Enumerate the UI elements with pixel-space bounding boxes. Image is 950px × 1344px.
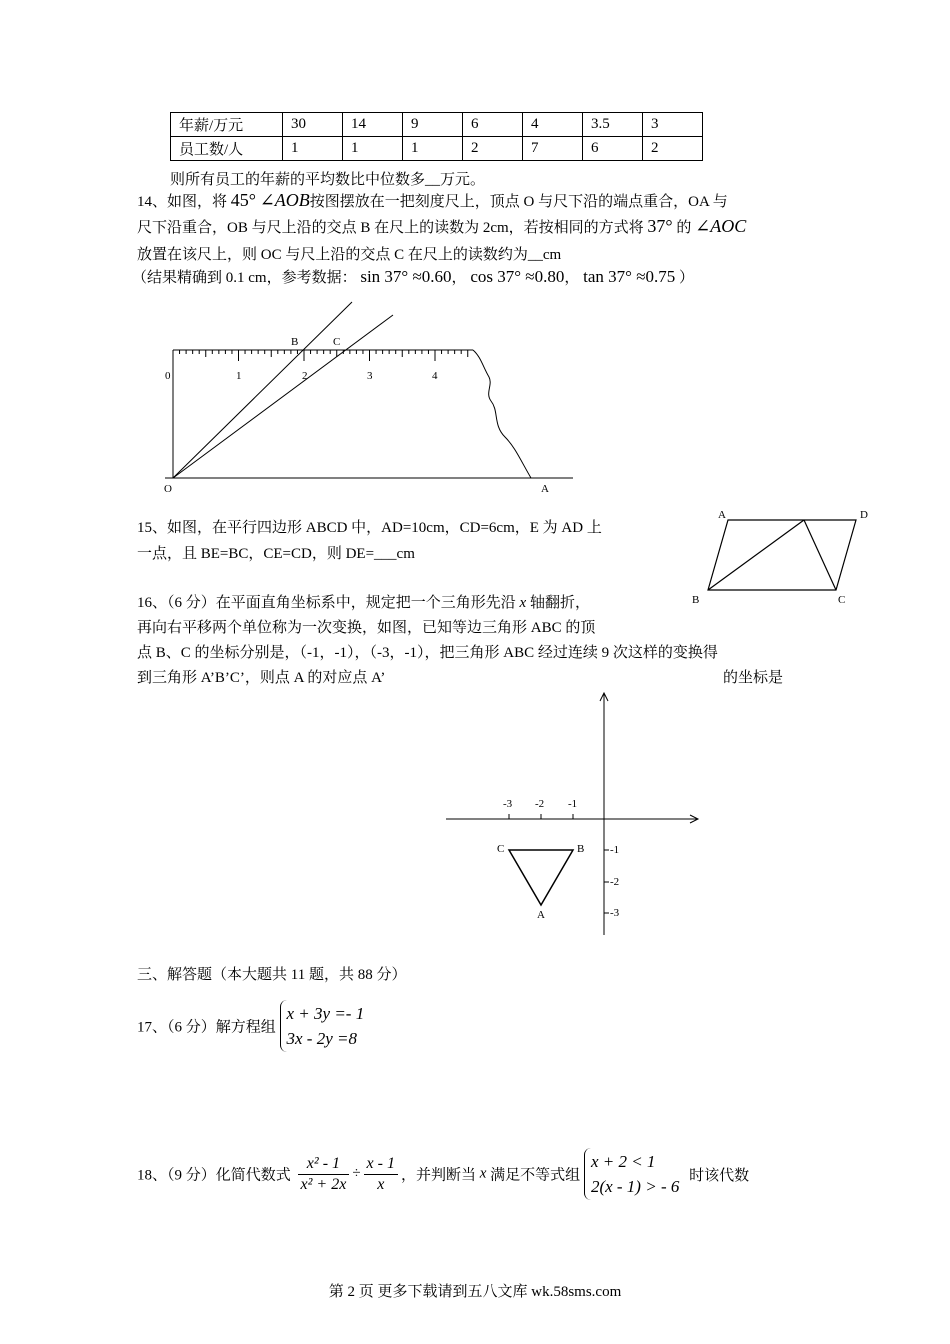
q13-tail: 则所有员工的年薪的平均数比中位数多__万元。	[170, 172, 486, 188]
label-b: B	[577, 843, 585, 855]
table-cell: 年薪/万元	[171, 113, 283, 137]
q15-line1: 15、如图，在平行四边形 ABCD 中，AD=10cm，CD=6cm，E 为 AD 上	[137, 520, 602, 536]
table-cell: 3	[643, 113, 703, 137]
y-tick-label: -1	[610, 844, 620, 856]
fraction-2: $\frac{x - 1}{x}$	[364, 1155, 398, 1194]
ruler-ticks	[173, 350, 468, 361]
coordinate-figure	[440, 685, 710, 940]
tick-label-3: 3	[367, 370, 373, 382]
label-a: A	[541, 483, 549, 495]
q16-line4b: 的坐标是	[723, 670, 784, 686]
table-cell: 14	[343, 113, 403, 137]
q14-line1: 14、如图，将 45° ∠AOB按图摆放在一把刻度尺上，顶点 O 与尺下沿的端点重合，OA 与	[137, 190, 728, 210]
tick-label-2: 2	[302, 370, 308, 382]
segment-be	[708, 520, 804, 590]
table-cell: 员工数/人	[171, 137, 283, 161]
fraction-1: $\frac{\text{x² - 1}}{\text{x² + 2x}}$	[298, 1155, 350, 1194]
table-row	[171, 113, 703, 137]
equation-system: x + 3y =- 1 3x - 2y =8	[280, 1000, 365, 1052]
parallelogram-abcd	[708, 520, 856, 590]
triangle-abc	[509, 850, 573, 905]
table-cell: 4	[523, 113, 583, 137]
q16-line2: 再向右平移两个单位称为一次变换，如图，已知等边三角形 ABC 的顶	[137, 620, 596, 636]
q14-line4: （结果精确到 0.1 cm，参考数据： sin 37° ≈0.60， cos 37° ≈0.80， tan 37° ≈0.75 ）	[132, 267, 695, 286]
ray-ob	[173, 302, 352, 478]
table-cell: 1	[283, 137, 343, 161]
label-c: C	[838, 594, 846, 605]
q17: 17、（6 分）解方程组 x + 3y =- 1 3x - 2y =8	[137, 1000, 364, 1052]
y-tick-label: -2	[610, 876, 620, 888]
ruler-torn-edge	[473, 350, 531, 478]
label-c: C	[333, 336, 341, 348]
label-b: B	[291, 336, 299, 348]
q16-line1: 16、（6 分）在平面直角坐标系中，规定把一个三角形先沿 x 轴翻折，	[137, 595, 590, 611]
section-heading: 三、解答题（本大题共 11 题，共 88 分）	[137, 967, 407, 983]
q15-line2: 一点，且 BE=BC，CE=CD，则 DE=___cm	[137, 546, 415, 562]
table-row	[171, 137, 703, 161]
x-tick-label: -2	[535, 798, 545, 810]
ruler-figure	[155, 295, 595, 500]
x-tick-label: -3	[503, 798, 513, 810]
table-cell: 9	[403, 113, 463, 137]
q14-line2: 尺下沿重合，OB 与尺上沿的交点 B 在尺上的读数为 2cm，若按相同的方式将 37° 的 ∠AOC	[137, 216, 747, 236]
q16-line3: 点 B、C 的坐标分别是，（-1，-1），（-3，-1），把三角形 ABC 经过连续 9 次这样的变换得	[137, 645, 718, 661]
table-cell: 30	[283, 113, 343, 137]
tick-label-4: 4	[432, 370, 438, 382]
label-d: D	[860, 509, 868, 521]
label-c: C	[497, 843, 505, 855]
tick-label-0: 0	[165, 370, 171, 382]
q14-line3: 放置在该尺上，则 OC 与尺上沿的交点 C 在尺上的读数约为__cm	[137, 247, 562, 263]
label-a: A	[718, 509, 726, 521]
table-cell: 1	[403, 137, 463, 161]
salary-table	[170, 112, 703, 161]
y-tick-label: -3	[610, 907, 620, 919]
segment-ce	[804, 520, 836, 590]
label-a: A	[537, 909, 545, 921]
table-cell: 6	[583, 137, 643, 161]
table-cell: 2	[643, 137, 703, 161]
table-cell: 6	[463, 113, 523, 137]
q18: 18、（9 分）化简代数式 $\frac{\text{x² - 1}}{\text{x² + 2x}}$ ÷ $\frac{x - 1}{x}$ ，并判断当 x 满足不等式组 x + 2 < 1 2(x - 1) > - 6 时该代数	[137, 1148, 749, 1200]
ray-oc	[173, 315, 393, 478]
table-cell: 3.5	[583, 113, 643, 137]
x-tick-label: -1	[568, 798, 578, 810]
label-o: O	[164, 483, 172, 495]
q16-line4a: 到三角形 A’B’C’，则点 A 的对应点 A’	[137, 670, 386, 686]
table-cell: 1	[343, 137, 403, 161]
tick-label-1: 1	[236, 370, 242, 382]
parallelogram-figure	[688, 505, 878, 605]
label-b: B	[692, 594, 700, 605]
inequality-system: x + 2 < 1 2(x - 1) > - 6	[584, 1148, 679, 1200]
page-footer: 第 2 页 更多下载请到五八文库 wk.58sms.com	[328, 1284, 622, 1300]
table-cell: 7	[523, 137, 583, 161]
table-cell: 2	[463, 137, 523, 161]
